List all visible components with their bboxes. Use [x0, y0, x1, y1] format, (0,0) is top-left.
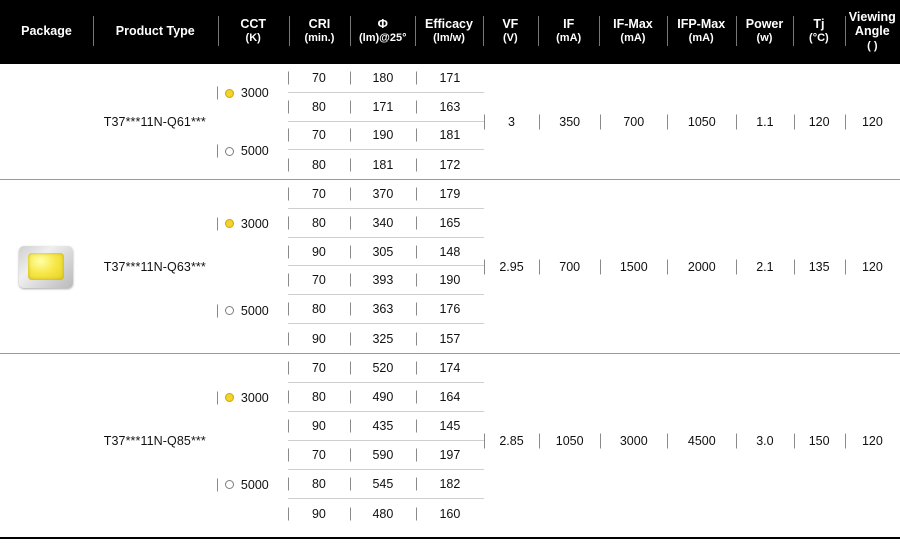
column-header-vf — [483, 0, 538, 62]
column-subtitle: (lm)@25° — [358, 32, 407, 45]
column-title: Tj — [813, 16, 825, 31]
efficacy-cell: 160 — [416, 499, 484, 528]
if-max-cell: 1500 — [600, 180, 667, 353]
column-subtitle: (mA) — [688, 32, 714, 45]
table-row — [288, 499, 484, 528]
table-row — [288, 209, 484, 238]
flux-cell: 181 — [350, 150, 416, 179]
column-title: Viewing Angle — [848, 9, 896, 39]
column-title: IF — [563, 16, 575, 31]
tj-cell: 135 — [794, 180, 845, 353]
column-header-viewing-angle — [845, 0, 900, 62]
cct-cell — [217, 354, 288, 528]
viewing-angle-cell: 120 — [845, 64, 900, 179]
package-cell — [0, 64, 93, 179]
table-header-row — [0, 0, 900, 64]
cct-block — [217, 354, 288, 441]
flux-cell: 340 — [350, 209, 416, 237]
table-row — [288, 122, 484, 151]
column-subtitle: (mA) — [556, 32, 582, 45]
cool-white-dot-icon — [225, 147, 234, 156]
flux-cell: 435 — [350, 412, 416, 440]
flux-cell: 180 — [350, 64, 416, 92]
cct-block — [217, 122, 288, 180]
efficacy-cell: 182 — [416, 470, 484, 498]
cri-cell: 80 — [288, 295, 350, 323]
if-cell: 1050 — [539, 354, 600, 528]
product-group — [0, 354, 900, 528]
efficacy-cell: 148 — [416, 238, 484, 266]
column-title: CRI — [308, 16, 331, 31]
product-group — [0, 180, 900, 354]
if-max-cell: 700 — [600, 64, 667, 179]
viewing-angle-cell: 120 — [845, 354, 900, 528]
cool-white-dot-icon — [225, 306, 234, 315]
footer-rule — [0, 537, 900, 539]
column-subtitle: (min.) — [304, 32, 335, 45]
efficacy-cell: 145 — [416, 412, 484, 440]
table-row — [288, 266, 484, 295]
efficacy-cell: 181 — [416, 122, 484, 150]
product-type-cell: T37***11N-Q85*** — [103, 434, 206, 448]
table-row — [288, 295, 484, 324]
vf-cell: 3 — [484, 64, 539, 179]
cct-cell — [217, 180, 288, 353]
table-row — [288, 150, 484, 179]
cct-value: 5000 — [240, 477, 269, 492]
ifp-max-cell: 1050 — [667, 64, 736, 179]
power-cell: 3.0 — [736, 354, 793, 528]
cri-cell: 70 — [288, 266, 350, 294]
warm-white-dot-icon — [225, 89, 234, 98]
cri-cell: 80 — [288, 209, 350, 237]
cri-cell: 70 — [288, 122, 350, 150]
column-subtitle: (mA) — [620, 32, 646, 45]
if-cell: 350 — [539, 64, 600, 179]
efficacy-cell: 174 — [416, 354, 484, 382]
column-title: Φ — [377, 16, 388, 31]
cri-cell: 80 — [288, 93, 350, 121]
measurement-rows — [288, 180, 484, 353]
cri-cell: 90 — [288, 238, 350, 266]
ifp-max-cell: 4500 — [667, 354, 736, 528]
cct-value: 3000 — [240, 216, 269, 231]
column-header-cct — [218, 0, 289, 62]
cri-cell: 70 — [288, 441, 350, 469]
tj-cell: 120 — [794, 64, 845, 179]
efficacy-cell: 172 — [416, 150, 484, 179]
cri-cell: 90 — [288, 412, 350, 440]
column-header-tj — [793, 0, 844, 62]
cct-block — [217, 64, 288, 122]
flux-cell: 393 — [350, 266, 416, 294]
column-subtitle: (K) — [245, 32, 261, 45]
cct-value: 3000 — [240, 86, 269, 100]
ifp-max-cell: 2000 — [667, 180, 736, 353]
column-header-package — [0, 0, 93, 62]
table-row — [288, 180, 484, 209]
flux-cell: 545 — [350, 470, 416, 498]
measurement-rows — [288, 64, 484, 179]
cri-cell: 80 — [288, 150, 350, 179]
cri-cell: 80 — [288, 470, 350, 498]
table-body — [0, 64, 900, 528]
product-group — [0, 64, 900, 180]
flux-cell: 590 — [350, 441, 416, 469]
table-row — [288, 324, 484, 353]
flux-cell: 325 — [350, 324, 416, 353]
cct-block — [217, 441, 288, 528]
product-type-cell: T37***11N-Q61*** — [103, 114, 206, 129]
column-header-efficacy — [415, 0, 482, 62]
column-header-flux — [350, 0, 415, 62]
table-row — [288, 383, 484, 412]
column-title: Efficacy — [425, 16, 473, 31]
cri-cell: 90 — [288, 324, 350, 353]
cri-cell: 70 — [288, 64, 350, 92]
efficacy-cell: 190 — [416, 266, 484, 294]
if-max-cell: 3000 — [600, 354, 667, 528]
warm-white-dot-icon — [225, 393, 234, 402]
cct-value: 5000 — [240, 144, 269, 158]
cct-cell — [217, 64, 288, 179]
flux-cell: 363 — [350, 295, 416, 323]
efficacy-cell: 165 — [416, 209, 484, 237]
column-subtitle: ( ) — [867, 39, 878, 52]
power-cell: 2.1 — [736, 180, 793, 353]
led-package-icon — [19, 246, 73, 288]
table-row — [288, 354, 484, 383]
efficacy-cell: 164 — [416, 383, 484, 411]
viewing-angle-cell: 120 — [845, 180, 900, 353]
package-cell — [0, 354, 93, 528]
package-cell — [0, 180, 93, 353]
efficacy-cell: 176 — [416, 295, 484, 323]
column-title: IF-Max — [613, 16, 653, 31]
cct-block — [217, 180, 288, 267]
column-header-product-type — [93, 0, 218, 62]
efficacy-cell: 157 — [416, 324, 484, 353]
efficacy-cell: 171 — [416, 64, 484, 92]
table-row — [288, 93, 484, 122]
power-cell: 1.1 — [736, 64, 793, 179]
table-row — [288, 238, 484, 267]
column-title: CCT — [240, 16, 267, 31]
vf-cell: 2.85 — [484, 354, 539, 528]
flux-cell: 520 — [350, 354, 416, 382]
column-title: Product Type — [115, 23, 195, 38]
product-type-cell: T37***11N-Q63*** — [103, 259, 206, 274]
column-title: VF — [502, 16, 519, 31]
flux-cell: 370 — [350, 180, 416, 208]
flux-cell: 490 — [350, 383, 416, 411]
flux-cell: 480 — [350, 499, 416, 528]
column-title: Package — [21, 23, 72, 38]
vf-cell: 2.95 — [484, 180, 539, 353]
cri-cell: 90 — [288, 499, 350, 528]
cri-cell: 70 — [288, 180, 350, 208]
column-header-cri — [289, 0, 350, 62]
table-row — [288, 441, 484, 470]
warm-white-dot-icon — [225, 219, 234, 228]
column-title: IFP-Max — [677, 16, 726, 31]
column-header-power — [736, 0, 793, 62]
column-header-ifp-max — [667, 0, 736, 62]
efficacy-cell: 163 — [416, 93, 484, 121]
cool-white-dot-icon — [225, 480, 234, 489]
table-row — [288, 412, 484, 441]
measurement-rows — [288, 354, 484, 528]
column-header-if-max — [599, 0, 666, 62]
cct-block — [217, 267, 288, 354]
flux-cell: 171 — [350, 93, 416, 121]
efficacy-cell: 179 — [416, 180, 484, 208]
if-cell: 700 — [539, 180, 600, 353]
tj-cell: 150 — [794, 354, 845, 528]
column-subtitle: (w) — [756, 32, 773, 45]
column-title: Power — [745, 16, 784, 31]
flux-cell: 305 — [350, 238, 416, 266]
cri-cell: 70 — [288, 354, 350, 382]
table-row — [288, 64, 484, 93]
cri-cell: 80 — [288, 383, 350, 411]
column-subtitle: (V) — [502, 32, 518, 45]
table-row — [288, 470, 484, 499]
efficacy-cell: 197 — [416, 441, 484, 469]
column-subtitle: (lm/w) — [433, 32, 465, 45]
column-subtitle: (°C) — [809, 32, 829, 45]
flux-cell: 190 — [350, 122, 416, 150]
column-header-if — [538, 0, 599, 62]
cct-value: 5000 — [240, 303, 269, 318]
cct-value: 3000 — [240, 390, 269, 405]
